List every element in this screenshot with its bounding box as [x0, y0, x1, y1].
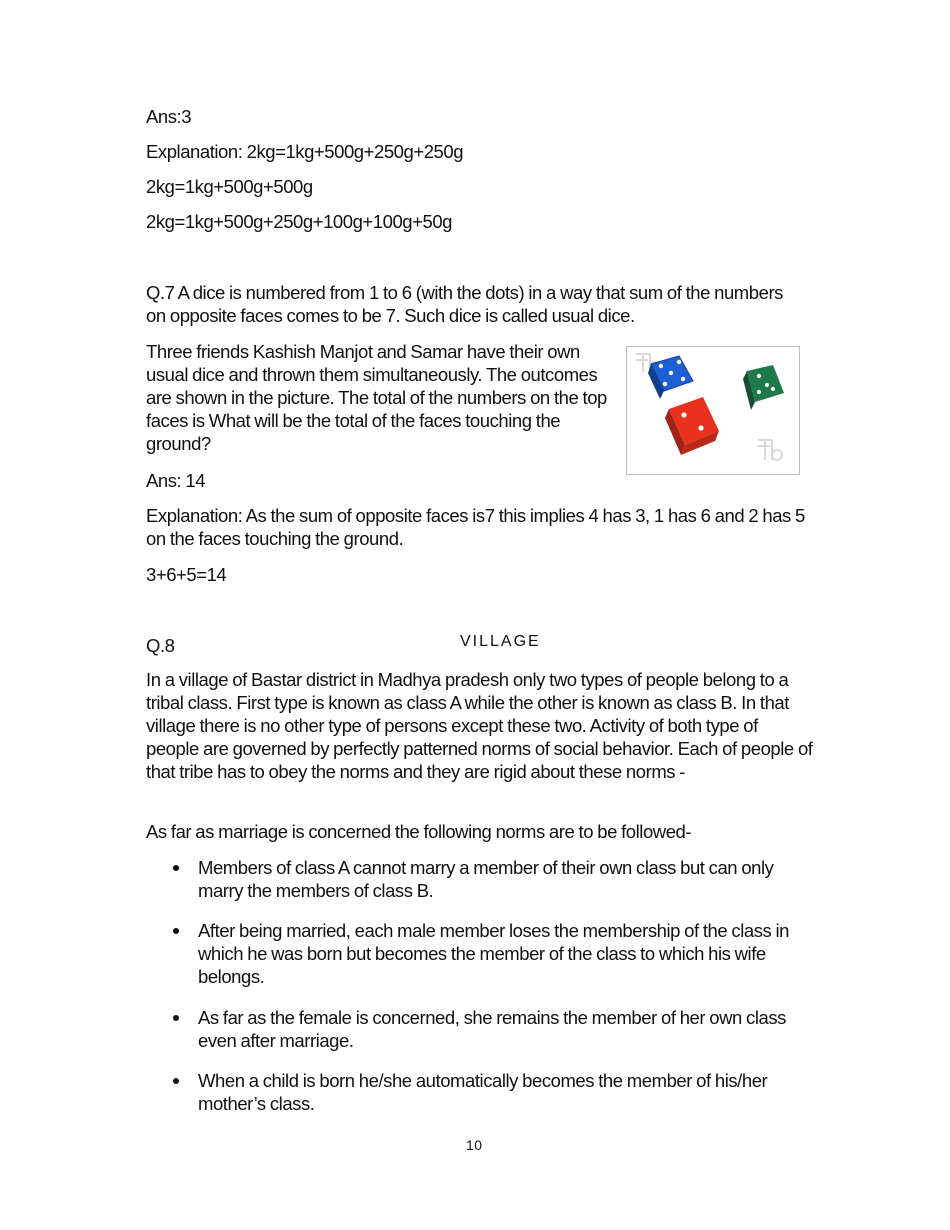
bullet-icon [173, 1078, 179, 1084]
q7-answer: Ans: 14 [146, 470, 206, 491]
page-number: 10 [466, 1137, 483, 1153]
q6-equation-2: 2kg=1kg+500g+500g [146, 176, 313, 197]
q7-calculation: 3+6+5=14 [146, 564, 227, 585]
red-die [665, 397, 719, 455]
q8-number: Q.8 [146, 635, 175, 656]
norm-text: After being married, each male member loses the membership of the class in which he was born but becomes the member of the class to which his wife belongs. [198, 920, 790, 987]
q7-question: Q.7 A dice is numbered from 1 to 6 (with the dots) in a way that sum of the numbers on opposite faces comes to be 7. Such dice is called usual dice. [146, 282, 783, 326]
q6-explanation: Explanation: 2kg=1kg+500g+250g+250g [146, 141, 464, 162]
q7-explanation: Explanation: As the sum of opposite faces is7 this implies 4 has 3, 1 has 6 and 2 has 5 on the faces touching the ground. [146, 505, 805, 549]
dice-figure [626, 346, 800, 475]
q8-intro: In a village of Bastar district in Madhya pradesh only two types of people belong to a tribal class. First type is known as class A while the other is known as class B. In that village there is no other type of persons except these two. Activity of both type of people are governed by perfectly patterned norms of social behavior. Each of people of that tribe has to obey the norms and they are rigid about these norms - [146, 669, 813, 782]
bullet-icon [173, 928, 179, 934]
green-die [743, 365, 784, 410]
bullet-icon [173, 1015, 179, 1021]
blue-die [648, 356, 693, 399]
q6-equation-3: 2kg=1kg+500g+250g+100g+100g+50g [146, 211, 453, 232]
norm-text: Members of class A cannot marry a member of their own class but can only marry the members of class B. [198, 857, 774, 901]
bullet-icon [173, 865, 179, 871]
norm-text: As far as the female is concerned, she remains the member of her own class even after marriage. [198, 1007, 786, 1051]
q6-answer: Ans:3 [146, 106, 192, 127]
q8-norms-intro: As far as marriage is concerned the following norms are to be followed- [146, 821, 692, 842]
norm-text: When a child is born he/she automatically becomes the member of his/her mother’s class. [198, 1070, 768, 1114]
dice-image [627, 347, 799, 474]
q7-scenario: Three friends Kashish Manjot and Samar have their own usual dice and thrown them simultaneously. The outcomes are shown in the picture. The total of the numbers on the top faces is What will be the total of the faces touching the ground? [146, 341, 607, 454]
q8-title: VILLAGE [460, 633, 541, 650]
